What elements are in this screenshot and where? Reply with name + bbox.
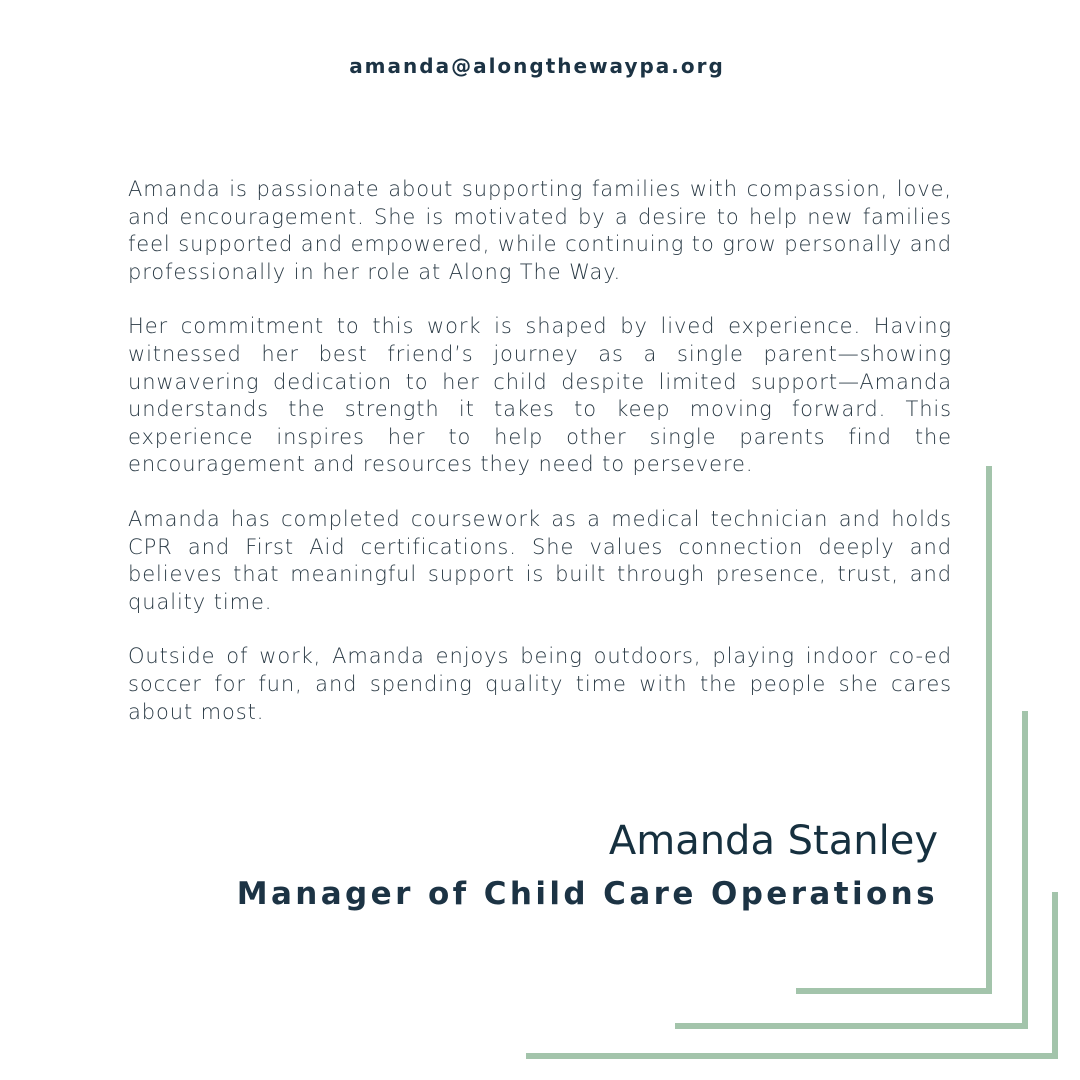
person-name: Amanda Stanley: [608, 818, 938, 864]
bio-paragraph-2: Her commitment to this work is shaped by lived experience. Having witnessed her best friend’s journey as a single parent—showing unwavering dedication to her child despite limited support—Amanda understands the strength it takes to keep moving forward. This experience inspires her to help other single parents find the encouragement and resources they need to persevere.: [128, 314, 952, 477]
decorative-corner-line-outer: [526, 892, 1058, 1059]
contact-email[interactable]: amanda@alongthewaypa.org: [349, 54, 725, 78]
person-title: Manager of Child Care Operations: [236, 876, 938, 912]
bio-paragraph-1: Amanda is passionate about supporting families with compassion, love, and encouragement. She is motivated by a desire to help new families feel supported and empowered, while continuing to grow personally and professionally in her role at Along The Way.: [128, 177, 952, 284]
bio-paragraph-3: Amanda has completed coursework as a medical technician and holds CPR and First Aid certifications. She values connection deeply and believes that meaningful support is built through presence, trust, and quality time.: [128, 506, 952, 614]
bio-paragraph-4: Outside of work, Amanda enjoys being outdoors, playing indoor co-ed soccer for fun, and spending quality time with the people she cares about most.: [128, 644, 952, 724]
